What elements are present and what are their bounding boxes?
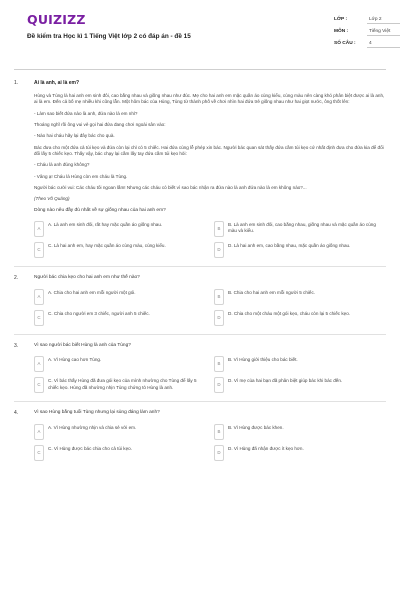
passage-paragraph: Thoáng nghĩ rồi ông vui vẻ gọi hai đứa đang chơi ngoài sân vào: [34, 121, 166, 127]
option-d[interactable] [214, 242, 384, 258]
option-d[interactable] [214, 445, 384, 461]
option-c[interactable] [34, 377, 204, 393]
option-letter-box: B [214, 424, 224, 440]
option-letter-box: C [34, 242, 44, 258]
question-number: 1. [14, 80, 19, 86]
question-count-value: 4 [367, 40, 400, 48]
option-letter-box: C [34, 445, 44, 461]
option-a[interactable] [34, 356, 204, 372]
passage-paragraph: - Cháu là anh đúng không? [34, 162, 90, 168]
meta-info-block [334, 14, 400, 50]
option-text: D. Chia cho một cháu một gói kẹo, cháu còn lại 5 chiếc kẹo. [228, 310, 351, 316]
option-c[interactable] [34, 310, 204, 326]
option-text: A. Chia cho hai anh em mỗi người một gói. [48, 289, 136, 295]
option-text: B. Vì Hùng được bác khen. [228, 424, 284, 430]
passage-paragraph: Bác đưa cho một đứa cả túi kẹo và đứa còn lại chỉ có 5 chiếc. Hai đứa cùng lễ phép xin bác. Người bác quan sát thấy đứa cầm túi kẹo cứ nhất định đưa cho đứa kia để đổi đổi lấy 5 chiếc kẹo. Thấy vậy, bác chạy lại cầm lấy tay đứa cầm túi kẹo hỏi: [34, 144, 384, 156]
passage-source: (Theo Võ Quảng) [34, 196, 70, 202]
option-text: D. Vì Hùng đã nhận được ít kẹo hơn. [228, 445, 304, 451]
option-letter-box: D [214, 310, 224, 326]
option-letter-box: B [214, 221, 224, 237]
question-number: 3. [14, 342, 19, 349]
document-title: Đề kiểm tra Học kì 1 Tiếng Việt lớp 2 có đáp án - đề 15 [27, 33, 191, 40]
option-b[interactable] [214, 356, 384, 372]
question-4 [14, 410, 386, 461]
option-letter-box: A [34, 424, 44, 440]
answer-options [34, 424, 384, 461]
option-letter-box: A [34, 356, 44, 372]
option-letter-box: C [34, 310, 44, 326]
question-divider [14, 401, 386, 402]
option-letter-box: D [214, 445, 224, 461]
answer-options [34, 289, 384, 326]
option-text: A. Vì Hùng nhường nhịn và chia sẻ với em. [48, 424, 137, 430]
answer-options [34, 221, 384, 258]
option-letter-box: B [214, 356, 224, 372]
option-b[interactable] [214, 424, 384, 440]
option-text: A. Vì Hùng cao hơn Tùng. [48, 357, 102, 363]
passage-paragraph: - Làm sao biết đứa nào là anh, đứa nào là em nhỉ? [34, 110, 138, 116]
option-b[interactable] [214, 221, 384, 237]
option-letter-box: D [214, 377, 224, 393]
option-text: B. Vì Hùng giới thiệu cho bác biết. [228, 357, 298, 363]
worksheet-header [14, 0, 391, 70]
option-text: C. Vì Hùng được bác chia cho cả túi kẹo. [48, 445, 132, 451]
question-divider [14, 334, 386, 335]
option-c[interactable] [34, 242, 204, 258]
question-number: 2. [14, 275, 19, 282]
meta-label: MÔN : [334, 28, 349, 34]
question-number: 4. [14, 410, 19, 417]
question-prompt: Dòng nào nêu đầy đủ nhất về sự giống nhau của hai anh em? [34, 207, 166, 213]
option-a[interactable] [34, 221, 204, 237]
meta-label: SỐ CÂU : [334, 40, 356, 46]
header-divider [14, 69, 386, 70]
question-1 [14, 80, 386, 267]
option-text: D. Vì mẹ của hai bạn đã phân biệt giúp bác khi bác đến. [228, 378, 343, 384]
passage-paragraph: - Vâng ạ! Cháu là Hùng còn em cháu là Tùng. [34, 173, 128, 179]
meta-row-question-count [334, 38, 400, 50]
subject-value: Tiếng Việt [367, 28, 400, 36]
option-d[interactable] [214, 377, 384, 393]
passage-paragraph: - Nào hai cháu hãy lại đây bác cho quà. [34, 133, 115, 139]
option-c[interactable] [34, 445, 204, 461]
grade-value: Lớp 2 [367, 16, 400, 24]
option-text: B. Chia cho hai anh em mỗi người 5 chiếc. [228, 289, 316, 295]
passage-title: Ai là anh, ai là em? [34, 80, 80, 86]
option-letter-box: A [34, 289, 44, 305]
option-text: C. Vì bác thấy Hùng đã đưa gói kẹo của mình nhường cho Tùng để lấy 5 chiếc kẹo. Hùng đã nhường nhịn Tùng chứng tỏ Hùng là anh. [48, 378, 197, 390]
option-text: D. Là hai anh em, cao bằng nhau, mặc quần áo giống nhau. [228, 243, 351, 249]
option-letter-box: B [214, 289, 224, 305]
option-letter-box: C [34, 377, 44, 393]
option-letter-box: A [34, 221, 44, 237]
passage-paragraph: Hùng và Tùng là hai anh em sinh đôi, cao bằng nhau và giống nhau như đúc. Mẹ cho hai anh em mặc quần áo cùng kiểu, cùng màu nên càng khó phân biệt được ai là anh, ai là em. Đến cả bố mẹ nhiều khi cũng lẫn. Một hôm bác của Hùng, Tùng từ thành phố về chơi nhìn hai đứa trẻ giống nhau như hai giọt nước, ông thốt lên: [34, 92, 385, 105]
option-text: C. Chia cho người em 3 chiếc, người anh 5 chiếc. [48, 310, 150, 316]
question-3 [14, 343, 386, 403]
option-b[interactable] [214, 289, 384, 305]
option-a[interactable] [34, 289, 204, 305]
option-text: B. Là anh em sinh đôi, cao bằng nhau, giống nhau và mặc quần áo cùng màu và kiểu. [228, 222, 376, 234]
meta-label: LỚP : [334, 16, 348, 22]
meta-row-grade [334, 14, 400, 26]
answer-options [34, 356, 384, 393]
question-prompt: Vì sao Hùng bằng tuổi Tùng nhưng lại sùng đáng làm anh? [34, 410, 160, 416]
quizizz-logo: QUIZIZZ [27, 12, 86, 27]
option-text: A. Là anh em sinh đôi, rất hay mặc quần áo giống nhau. [48, 222, 163, 228]
passage-paragraph: Người bác cười vui: Các cháu tôi ngoan lắm! Nhưng các cháu có biết vì sao bác nhận ra đứa nào là anh đứa nào là em không nào?... [34, 184, 307, 190]
meta-row-subject [334, 26, 400, 38]
option-a[interactable] [34, 424, 204, 440]
question-2 [14, 275, 386, 335]
question-prompt: Người bác chia kẹo cho hai anh em như thế nào? [34, 275, 140, 281]
question-divider [14, 266, 386, 267]
question-prompt: Vì sao người bác biết Hùng là anh của Tùng? [34, 342, 131, 348]
option-d[interactable] [214, 310, 384, 326]
option-letter-box: D [214, 242, 224, 258]
option-text: C. Là hai anh em, hay mặc quần áo cùng màu, cùng kiểu. [48, 243, 166, 249]
